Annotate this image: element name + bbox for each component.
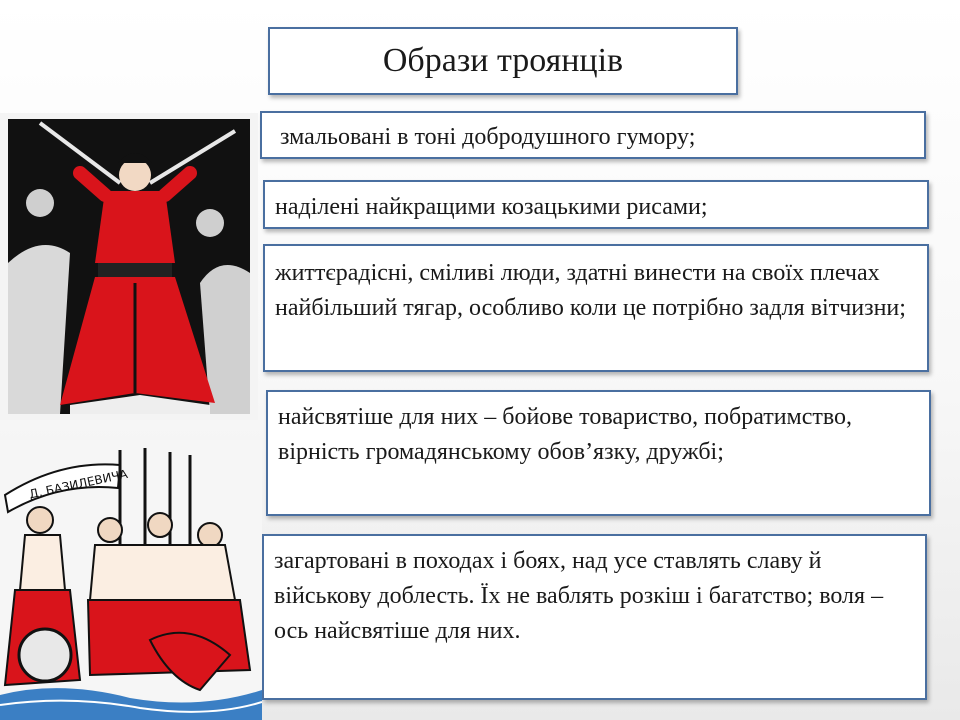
cossacks-group-illustration: [0, 440, 262, 720]
trait-box-5: загартовані в походах і боях, над усе ставлять славу й військову доблесть. Їх не ваблять розкіш і багатство; воля – ось найсвятіше для них.: [262, 534, 927, 700]
trait-box-3: життєрадісні, сміливі люди, здатні винести на своїх плечах найбільший тягар, особливо коли це потрібно задля вітчизни;: [263, 244, 929, 372]
trait-box-4: найсвятіше для них – бойове товариство, побратимство, вірність громадянському обов’язку, дружбі;: [266, 390, 931, 516]
slide-title: Образи троянців: [268, 27, 738, 95]
cossack-sabres-illustration: [0, 113, 258, 420]
illustration-signature: Д. БАЗИЛЕВИЧА: [27, 466, 129, 502]
trait-box-2: наділені найкращими козацькими рисами;: [263, 180, 929, 229]
trait-box-1: змальовані в тоні добродушного гумору;: [260, 111, 926, 159]
